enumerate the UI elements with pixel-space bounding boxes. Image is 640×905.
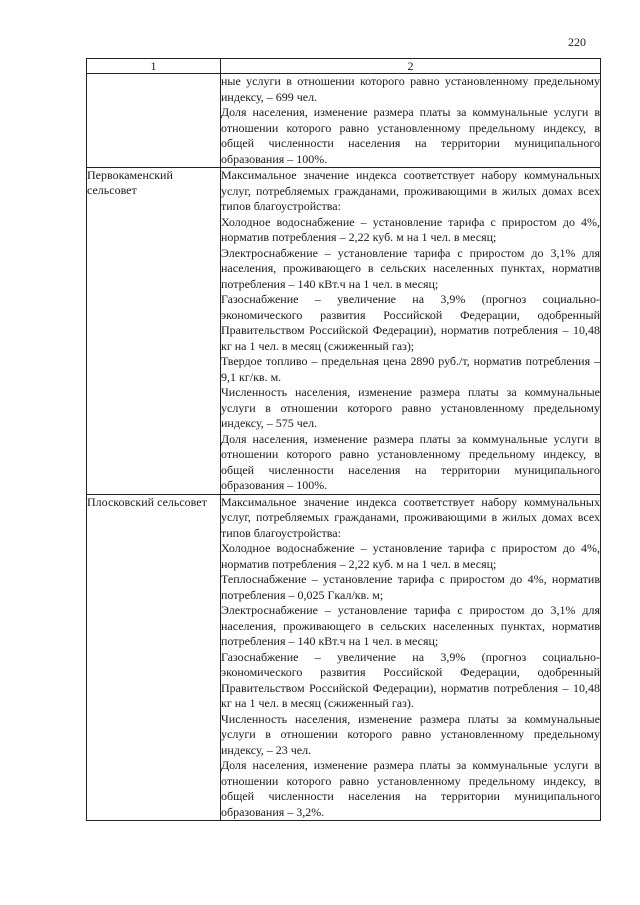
paragraph: Электроснабжение – установление тарифа с приростом до 3,1% для населения, проживающего в сельских населенных пунктах, норматив потребления – 140 кВт.ч на 1 чел. в месяц; <box>221 245 600 291</box>
row-description <box>221 74 601 168</box>
paragraph: Электроснабжение – установление тарифа с приростом до 3,1% для населения, проживающего в сельских населенных пунктах, норматив потребления – 140 кВт.ч на 1 чел. в месяц; <box>221 603 600 648</box>
row-description <box>221 494 601 821</box>
paragraph: Максимальное значение индекса соответствует набору коммунальных услуг, потребляемых гражданами, проживающими в жилых домах всех типов благоустройства: <box>221 168 600 213</box>
paragraph: ные услуги в отношении которого равно установленному предельному индексу, – 699 чел. <box>221 74 600 104</box>
table-row <box>87 494 601 821</box>
paragraph: Доля населения, изменение размера платы за коммунальные услуги в отношении которого равно установленному предельному индексу, в общей численности населения на территории муниципального образования – 100%. <box>221 431 600 492</box>
paragraph: Холодное водоснабжение – установление тарифа с приростом до 4%, норматив потребления – 2,22 куб. м на 1 чел. в месяц; <box>221 541 600 571</box>
paragraph: Доля населения, изменение размера платы за коммунальные услуги в отношении которого равно установленному предельному индексу, в общей численности населения на территории муниципального образования – 100%. <box>221 105 600 166</box>
column-header-2: 2 <box>221 59 601 74</box>
column-header-1: 1 <box>87 59 221 74</box>
row-description <box>221 168 601 495</box>
table-header-row <box>87 59 601 74</box>
paragraph: Твердое топливо – предельная цена 2890 руб./т, норматив потребления – 9,1 кг/кв. м. <box>221 354 600 384</box>
paragraph: Газоснабжение – увеличение на 3,9% (прогноз социально-экономического развития Российской Федерации, одобренный Правительством Российской Федерации), норматив потребления – 10,48 кг на 1 чел. в месяц (сжиженный газ). <box>221 649 600 710</box>
table-row <box>87 74 601 168</box>
region-name: Первокаменский сельсовет <box>87 168 221 495</box>
page-number: 220 <box>568 35 586 49</box>
paragraph: Численность населения, изменение размера платы за коммунальные услуги в отношении которого равно установленному предельному индексу, – 575 чел. <box>221 385 600 430</box>
municipal-index-table <box>86 58 601 821</box>
table-row <box>87 168 601 495</box>
paragraph: Максимальное значение индекса соответствует набору коммунальных услуг, потребляемых гражданами, проживающими в жилых домах всех типов благоустройства: <box>221 494 600 540</box>
paragraph: Теплоснабжение – установление тарифа с приростом до 4%, норматив потребления – 0,025 Гкал/кв. м; <box>221 572 600 602</box>
paragraph: Газоснабжение – увеличение на 3,9% (прогноз социально-экономического развития Российской Федерации, одобренный Правительством Российской Федерации), норматив потребления – 10,48 кг на 1 чел. в месяц (сжиженный газ); <box>221 292 600 353</box>
paragraph: Холодное водоснабжение – установление тарифа с приростом до 4%, норматив потребления – 2,22 куб. м на 1 чел. в месяц; <box>221 214 600 244</box>
region-name <box>87 74 221 168</box>
paragraph: Доля населения, изменение размера платы за коммунальные услуги в отношении которого равно установленному предельному индексу, в общей численности населения на территории муниципального образования – 3,2%. <box>221 758 600 819</box>
paragraph: Численность населения, изменение размера платы за коммунальные услуги в отношении которого равно установленному предельному индексу, – 23 чел. <box>221 711 600 757</box>
region-name: Плосковский сельсовет <box>87 494 221 821</box>
